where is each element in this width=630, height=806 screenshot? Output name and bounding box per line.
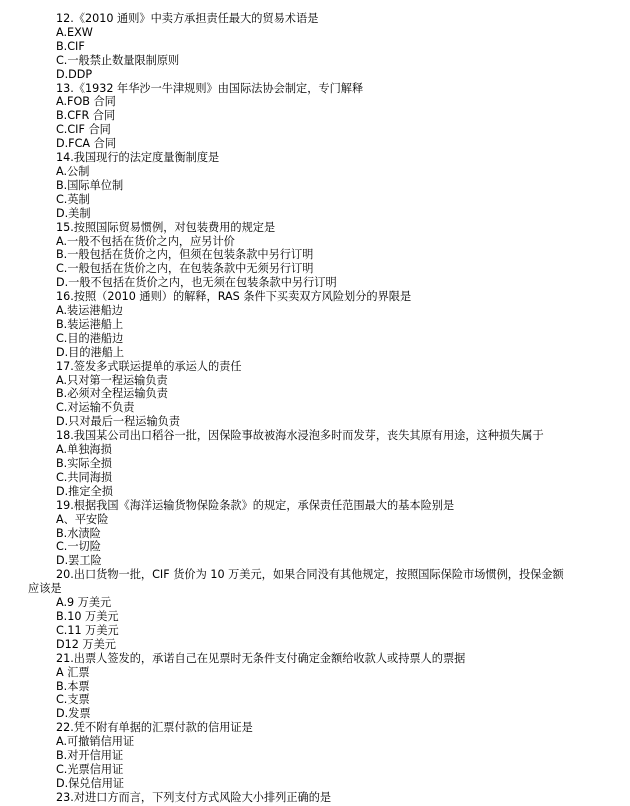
answer-option: B.国际单位制 [56, 178, 124, 192]
question-stem: 14.我国现行的法定度量衡制度是 [56, 151, 220, 165]
answer-option: B.CFR 合同 [56, 109, 116, 123]
answer-option: A.EXW [56, 25, 93, 39]
answer-option: B.本票 [56, 679, 90, 693]
answer-option: A、平安险 [56, 512, 109, 526]
answer-option: B.实际全损 [56, 457, 112, 470]
answer-option: A.FOB 合同 [56, 95, 116, 109]
answer-option: A 汇票 [56, 665, 90, 679]
question-stem: 23.对进口方而言，下列支付方式风险大小排列正确的是 [56, 790, 332, 804]
question-stem-continuation: 应该是 [28, 582, 62, 596]
answer-option: D.推定全损 [56, 484, 113, 498]
answer-option: C.CIF 合同 [56, 123, 111, 137]
answer-option: D.FCA 合同 [56, 137, 117, 151]
question-stem: 19.根据我国《海洋运输货物保险条款》的规定，承保责任范围最大的基本险别是 [56, 498, 455, 512]
document-body [28, 12, 610, 805]
answer-option: A.装运港船边 [56, 304, 123, 318]
answer-option: D.只对最后一程运输负责 [56, 415, 181, 429]
question-stem: 20.出口货物一批，CIF 货价为 10 万美元，如果合同没有其他规定，按照国际保险市场惯例，投保金额 [56, 568, 564, 582]
answer-option: C.目的港船边 [56, 331, 124, 345]
answer-option: B.对开信用证 [56, 749, 124, 763]
answer-option: C.11 万美元 [56, 623, 119, 637]
answer-option: C.对运输不负责 [56, 401, 135, 415]
question-stem: 13.《1932 年华沙一牛津规则》由国际法协会制定，专门解释 [56, 81, 364, 95]
answer-option: D.保兑信用证 [56, 776, 125, 790]
answer-option: A.只对第一程运输负责 [56, 373, 168, 387]
answer-option: C.光票信用证 [56, 762, 124, 776]
answer-option: B.装运港船上 [56, 317, 124, 331]
question-stem: 18.我国某公司出口稻谷一批，因保险事故被海水浸泡多时而发芽，丧失其原有用途，这种损失属于 [56, 429, 544, 443]
answer-option: B.必须对全程运输负责 [56, 387, 168, 401]
question-stem: 22.凭不附有单据的汇票付款的信用证是 [56, 721, 253, 735]
answer-option: D.发票 [56, 707, 91, 721]
answer-option: C.英制 [56, 192, 90, 206]
answer-option: A.单独海损 [56, 443, 112, 457]
answer-option: B.10 万美元 [56, 609, 119, 623]
question-stem: 16.按照（2010 通则）的解释，RAS 条件下买卖双方风险划分的界限是 [56, 290, 412, 304]
answer-option: D.目的港船上 [56, 345, 125, 359]
answer-option: B.水渍险 [56, 526, 101, 540]
answer-option: A.一般不包括在货价之内，应另计价 [56, 234, 235, 248]
question-stem: 12.《2010 通则》中卖方承担责任最大的贸易术语是 [56, 12, 319, 25]
question-stem: 17.签发多式联运提单的承运人的责任 [56, 359, 242, 373]
question-stem: 21.出票人签发的，承诺自己在见票时无条件支付确定金额给收款人或持票人的票据 [56, 651, 466, 665]
answer-option: B.一般包括在货价之内，但须在包装条款中另行订明 [56, 248, 314, 262]
answer-option: A.9 万美元 [56, 596, 112, 610]
answer-option: C.一般包括在货价之内，在包装条款中无须另行订明 [56, 262, 314, 276]
answer-option: A.公制 [56, 164, 90, 178]
answer-option: D.DDP [56, 67, 93, 81]
answer-option: C.一切险 [56, 540, 101, 554]
answer-option: C.一般禁止数量限制原则 [56, 53, 180, 67]
answer-option: C.支票 [56, 693, 90, 707]
answer-option: A.可撤销信用证 [56, 735, 135, 749]
question-stem: 15.按照国际贸易惯例，对包装费用的规定是 [56, 220, 276, 234]
answer-option: D12 万美元 [56, 637, 116, 651]
answer-option: B.CIF [56, 39, 85, 53]
answer-option: C.共同海损 [56, 470, 113, 484]
answer-option: D.美制 [56, 206, 91, 220]
answer-option: D.罢工险 [56, 554, 102, 568]
answer-option: D.一般不包括在货价之内，也无须在包装条款中另行订明 [56, 276, 337, 290]
